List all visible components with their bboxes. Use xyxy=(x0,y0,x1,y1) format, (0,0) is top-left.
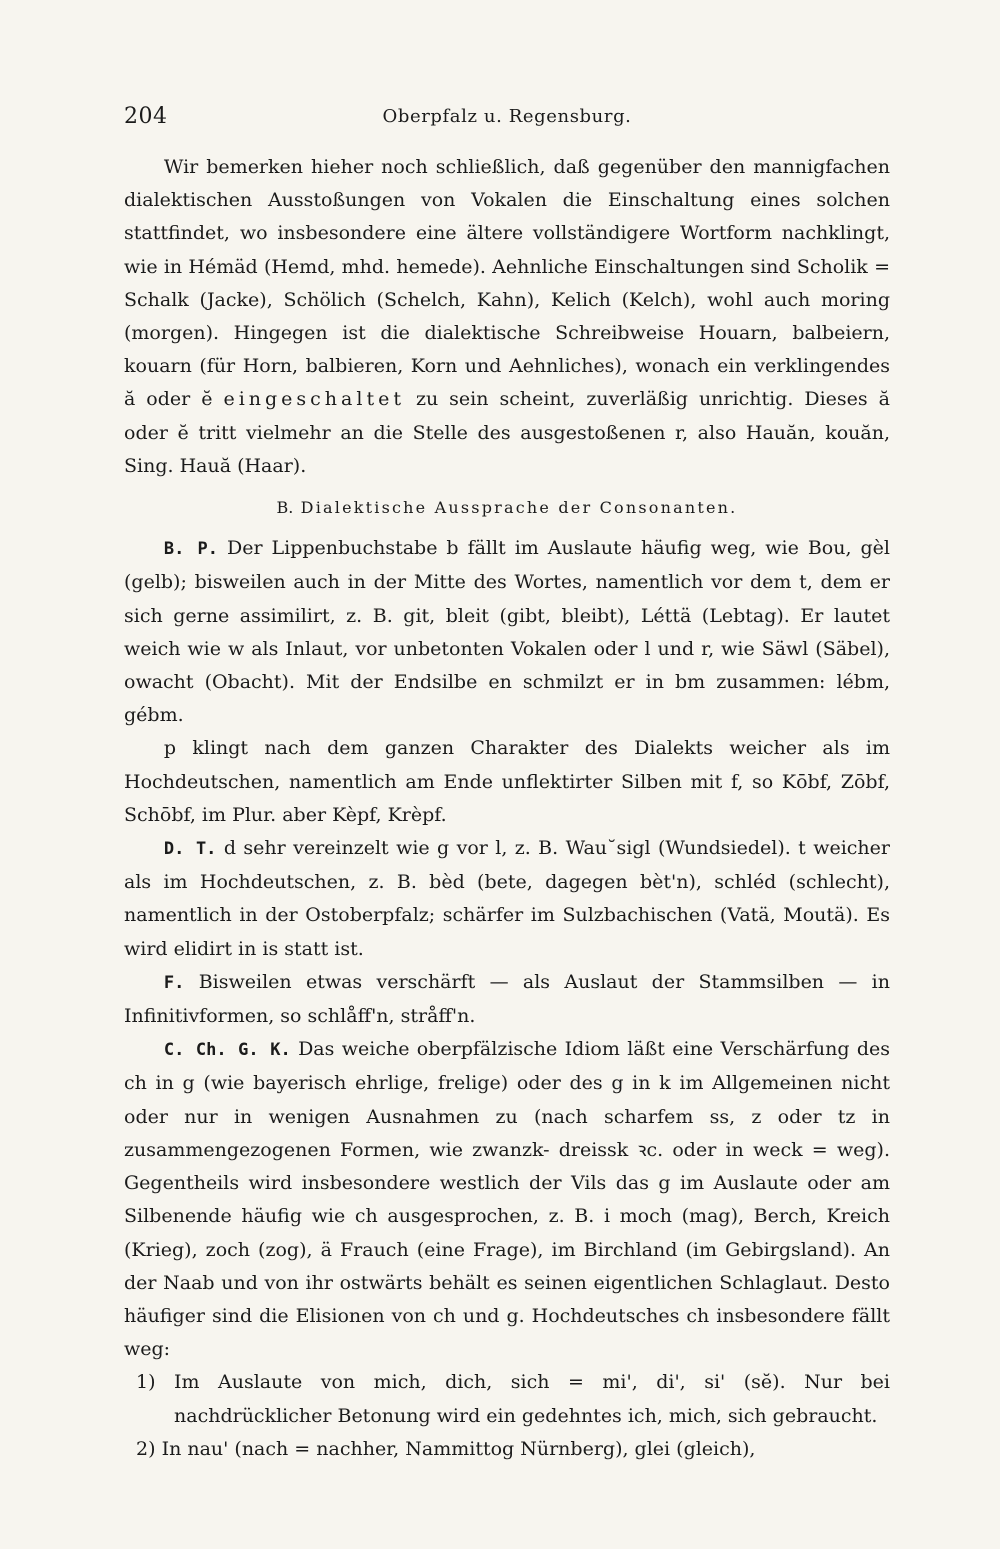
paragraph-text: Bisweilen etwas verschärft — als Auslaut der Stammsilben — in Infinitivformen, so schlåff'n, stråff'n. xyxy=(124,970,890,1028)
section-letter: B. xyxy=(276,498,294,518)
paragraph-dt xyxy=(124,832,890,966)
paragraph-f xyxy=(124,966,890,1033)
paragraph-label: F. xyxy=(163,972,185,993)
list-number: 2) xyxy=(136,1437,156,1460)
list-item xyxy=(124,1366,890,1432)
page-body xyxy=(124,151,890,1466)
paragraph-p xyxy=(124,732,890,832)
paragraph-label: B. P. xyxy=(163,539,219,560)
paragraph-text: p klingt nach dem ganzen Charakter des Dialekts weicher als im Hochdeutschen, namentlich am Ende unflektirter Silben mit f, so Kōbf, Zōbf, Schōbf, im Plur. aber Kèpf, Krèpf. xyxy=(124,737,890,826)
section-title-text: Dialektische Aussprache der Consonanten. xyxy=(300,498,738,518)
paragraph-label: C. Ch. G. K. xyxy=(163,1040,291,1061)
paragraph-bp xyxy=(124,532,890,732)
paragraph-text: Der Lippenbuchstabe b fällt im Auslaute häufig weg, wie Bou, gèl (gelb); bisweilen auch in der Mitte des Wortes, namentlich vor dem t, dem er sich gerne assimilirt, z. B. git, bleit (gibt, bleibt), Léttä (Lebtag). Er lautet weich wie w als Inlaut, vor unbetonten Vokalen oder l und r, wie Säwl (Säbel), owacht (Obacht). Mit der Endsilbe en schmilzt er in bm zusammen: lébm, gébm. xyxy=(124,537,890,727)
list-text: Im Auslaute von mich, dich, sich = mi', di', si' (sĕ). Nur bei nachdrücklicher Betonung wird ein gedehntes ich, mich, sich gebraucht. xyxy=(174,1371,891,1427)
paragraph-text: Das weiche oberpfälzische Idiom läßt eine Verschärfung des ch in g (wie bayerisch ehrlige, frelige) oder des g in k im Allgemeinen nicht oder nur in wenigen Ausnahmen zu (nach scharfem ss, z oder tz in zusammengezogenen Formen, wie zwanzk- dreissk ꝛc. oder in weck = weg). Gegentheils wird insbesondere westlich der Vils das g im Auslaute oder am Silbenende häufig wie ch ausgesprochen, z. B. i moch (mag), Berch, Kreich (Krieg), zoch (zog), ä Frauch (eine Frage), im Birchland (im Gebirgsland). An der Naab und von ihr ostwärts behält es seinen eigentlichen Schlaglaut. Desto häufiger sind die Elisionen von ch und g. Hochdeutsches ch insbesondere fällt weg: xyxy=(124,1038,891,1361)
paragraph-text: Wir bemerken hieher noch schließlich, daß gegenüber den mannigfachen dialektischen Ausstoßungen von Vokalen die Einschaltung eines solchen stattfindet, wo insbesondere eine ältere vollständigere Wortform nachklingt, wie in Hémäd (Hemd, mhd. hemede). Aehnliche Einschaltungen sind Scholik = Schalk (Jacke), Schölich (Schelch, Kahn), Kelich (Kelch), wohl auch moring (morgen). Hingegen ist die dialektische Schreibweise Houarn, balbeiern, kouarn (für Horn, balbieren, Korn und Aehnliches), wonach ein verklingendes ă oder ĕ xyxy=(124,156,890,411)
spaced-emphasis: eingeschaltet xyxy=(223,388,405,411)
paragraph-vowel-insertion xyxy=(124,151,890,483)
paragraph-label: D. T. xyxy=(163,839,217,860)
section-heading xyxy=(124,491,890,524)
running-title: Oberpfalz u. Regensburg. xyxy=(382,106,632,127)
page-header xyxy=(124,104,890,138)
list-number: 1) xyxy=(136,1371,156,1394)
page-number: 204 xyxy=(124,104,168,129)
paragraph-cgk xyxy=(124,1033,890,1366)
list-item xyxy=(124,1433,890,1466)
paragraph-text: d sehr vereinzelt wie g vor l, z. B. Wau˘sigl (Wundsiedel). t weicher als im Hochdeutschen, z. B. bèd (bete, dagegen bèt'n), schléd (schlecht), namentlich in der Ostoberpfalz; schärfer im Sulzbachischen (Vatä, Moutä). Es wird elidirt in is statt ist. xyxy=(124,837,890,960)
paragraph-text-rest: zu sein scheint, zuverläßig unrichtig. Dieses ă oder ĕ tritt vielmehr an die Stelle des ausgestoßenen r, also Hauăn, kouăn, Sing. Hauă (Haar). xyxy=(124,388,890,477)
list-text: In nau' (nach = nachher, Nammittog Nürnberg), glei (gleich), xyxy=(161,1437,756,1460)
